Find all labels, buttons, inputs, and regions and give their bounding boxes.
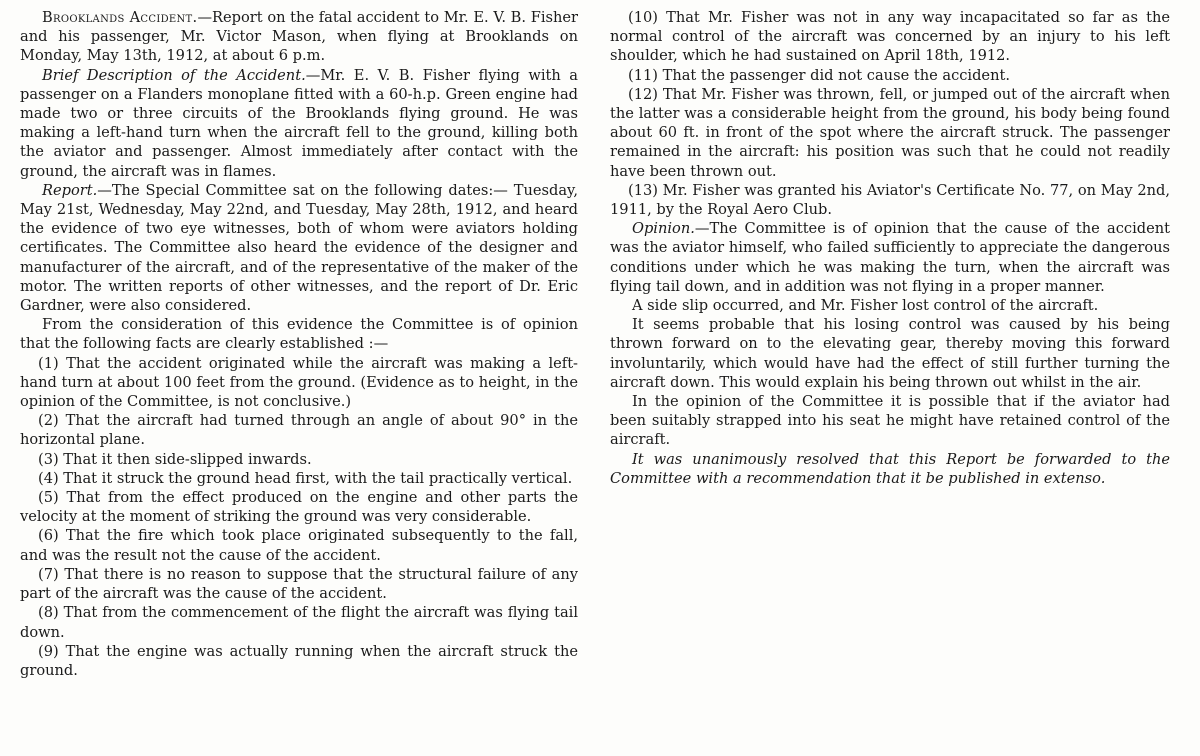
opinion-heading: Opinion. [632, 220, 695, 238]
fact-item-13: (13) Mr. Fisher was granted his Aviator's Certificate No. 77, on May 2nd, 1911, by the Royal Aero Club. [610, 181, 1170, 219]
side-slip-paragraph: A side slip occurred, and Mr. Fisher lost control of the aircraft. [632, 297, 1099, 315]
fact-item-9: (9) That the engine was actually running when the aircraft struck the ground. [20, 642, 578, 679]
brief-description-paragraph: Brief Description of the Accident.—Mr. E. V. B. Fisher flying with a passenger on a Flanders monoplane fitted with a 60-h.p. Green engine had made two or three circuits of the Brooklands flying ground. He was making a left-hand turn when the aircraft fell to the ground, killing both the aviator and passenger. Almost immediately after contact with the ground, the aircraft was in flames. [20, 66, 578, 180]
fact-item-8: (8) That from the commencement of the flight the aircraft was flying tail down. [20, 604, 578, 641]
report-heading: Report. [42, 181, 98, 199]
report-text: The Special Committee sat on the following dates:— Tuesday, May 21st, Wednesday, May 22nd, and Tuesday, May 28th, 1912, and heard the evidence of two eye witnesses, both of whom were aviators holding certificates. The Committee also heard the evidence of the designer and manufacturer of the aircraft, and of the representative of the maker of the motor. The written reports of other witnesses, and the report of Dr. Eric Gardner, were also considered. [20, 181, 578, 315]
right-column [610, 8, 1170, 488]
fact-item-11: (11) That the passenger did not cause the accident. [628, 66, 1010, 84]
fact-item-12: (12) That Mr. Fisher was thrown, fell, or jumped out of the aircraft when the latter was a considerable height from the ground, his body being found about 60 ft. in front of the spot where the aircraft struck. The passenger remained in the aircraft: his position was such that he could not readily have been thrown out. [610, 85, 1170, 180]
article-title: Brooklands Accident. [42, 9, 198, 26]
fact-item-7: (7) That there is no reason to suppose that the structural failure of any part of the aircraft was the cause of the accident. [20, 565, 578, 603]
strapped-paragraph: In the opinion of the Committee it is possible that if the aviator had been suitably strapped into his seat he might have retained control of the aircraft. [610, 393, 1170, 449]
intro-paragraph: Brooklands Accident.—Report on the fatal accident to Mr. E. V. B. Fisher and his passenger, Mr. Victor Mason, when flying at Brooklands on Monday, May 13th, 1912, at about 6 p.m. [20, 9, 578, 65]
fact-item-3: (3) That it then side-slipped inwards. [38, 450, 312, 468]
fact-item-6: (6) That the fire which took place originated subsequently to the fall, and was the result not the cause of the accident. [20, 527, 578, 564]
intro-text: Report on the fatal accident to Mr. E. V. B. Fisher and his passenger, Mr. Victor Mason, when flying at Brooklands on Monday, May 13th, 1912, at about 6 p.m. [20, 9, 578, 65]
brief-description-text: Mr. E. V. B. Fisher flying with a passenger on a Flanders monoplane fitted with a 60-h.p. Green engine had made two or three circuits of the Brooklands flying ground. He was making a left-hand turn when the aircraft fell to the ground, killing both the aviator and passenger. Almost immediately after contact with the ground, the aircraft was in flames. [20, 66, 578, 180]
opinion-paragraph: Opinion.—The Committee is of opinion that the cause of the accident was the aviator himself, who failed sufficiently to appreciate the dangerous conditions under which he was making the turn, when the aircraft was flying tail down, and in addition was not flying in a proper manner. [610, 220, 1170, 295]
fact-item-1: (1) That the accident originated while the aircraft was making a left-hand turn at about 100 feet from the ground. (Evidence as to height, in the opinion of the Committee, is not conclusive.) [20, 354, 578, 411]
closing-resolution: It was unanimously resolved that this Report be forwarded to the Committee with a recommendation that it be published in extenso. [610, 450, 1170, 487]
losing-control-paragraph: It seems probable that his losing control was caused by his being thrown forward on to the elevating gear, thereby moving this forward involuntarily, which would have had the effect of still further turning the aircraft down. This would explain his being thrown out whilst in the air. [610, 316, 1170, 391]
fact-item-2: (2) That the aircraft had turned through an angle of about 90° in the horizontal plane. [20, 412, 578, 449]
brief-description-heading: Brief Description of the Accident. [42, 66, 306, 84]
opinion-text: The Committee is of opinion that the cause of the accident was the aviator himself, who failed sufficiently to appreciate the dangerous conditions under which he was making the turn, when the aircraft was flying tail down, and in addition was not flying in a proper manner. [610, 220, 1170, 295]
fact-item-10: (10) That Mr. Fisher was not in any way incapacitated so far as the normal control of the aircraft was concerned by an injury to his left shoulder, which he had sustained on April 18th, 1912. [610, 9, 1170, 65]
report-paragraph: Report.—The Special Committee sat on the following dates:— Tuesday, May 21st, Wednesday, May 22nd, and Tuesday, May 28th, 1912, and heard the evidence of two eye witnesses, both of whom were aviators holding certificates. The Committee also heard the evidence of the designer and manufacturer of the aircraft, and of the representative of the maker of the motor. The written reports of other witnesses, and the report of Dr. Eric Gardner, were also considered. [20, 181, 578, 315]
fact-item-4: (4) That it struck the ground head first, with the tail practically vertical. [38, 469, 573, 487]
facts-intro-paragraph: From the consideration of this evidence the Committee is of opinion that the following facts are clearly established :— [20, 316, 578, 353]
fact-item-5: (5) That from the effect produced on the engine and other parts the velocity at the moment of striking the ground was very considerable. [20, 489, 578, 526]
left-column [20, 8, 578, 680]
